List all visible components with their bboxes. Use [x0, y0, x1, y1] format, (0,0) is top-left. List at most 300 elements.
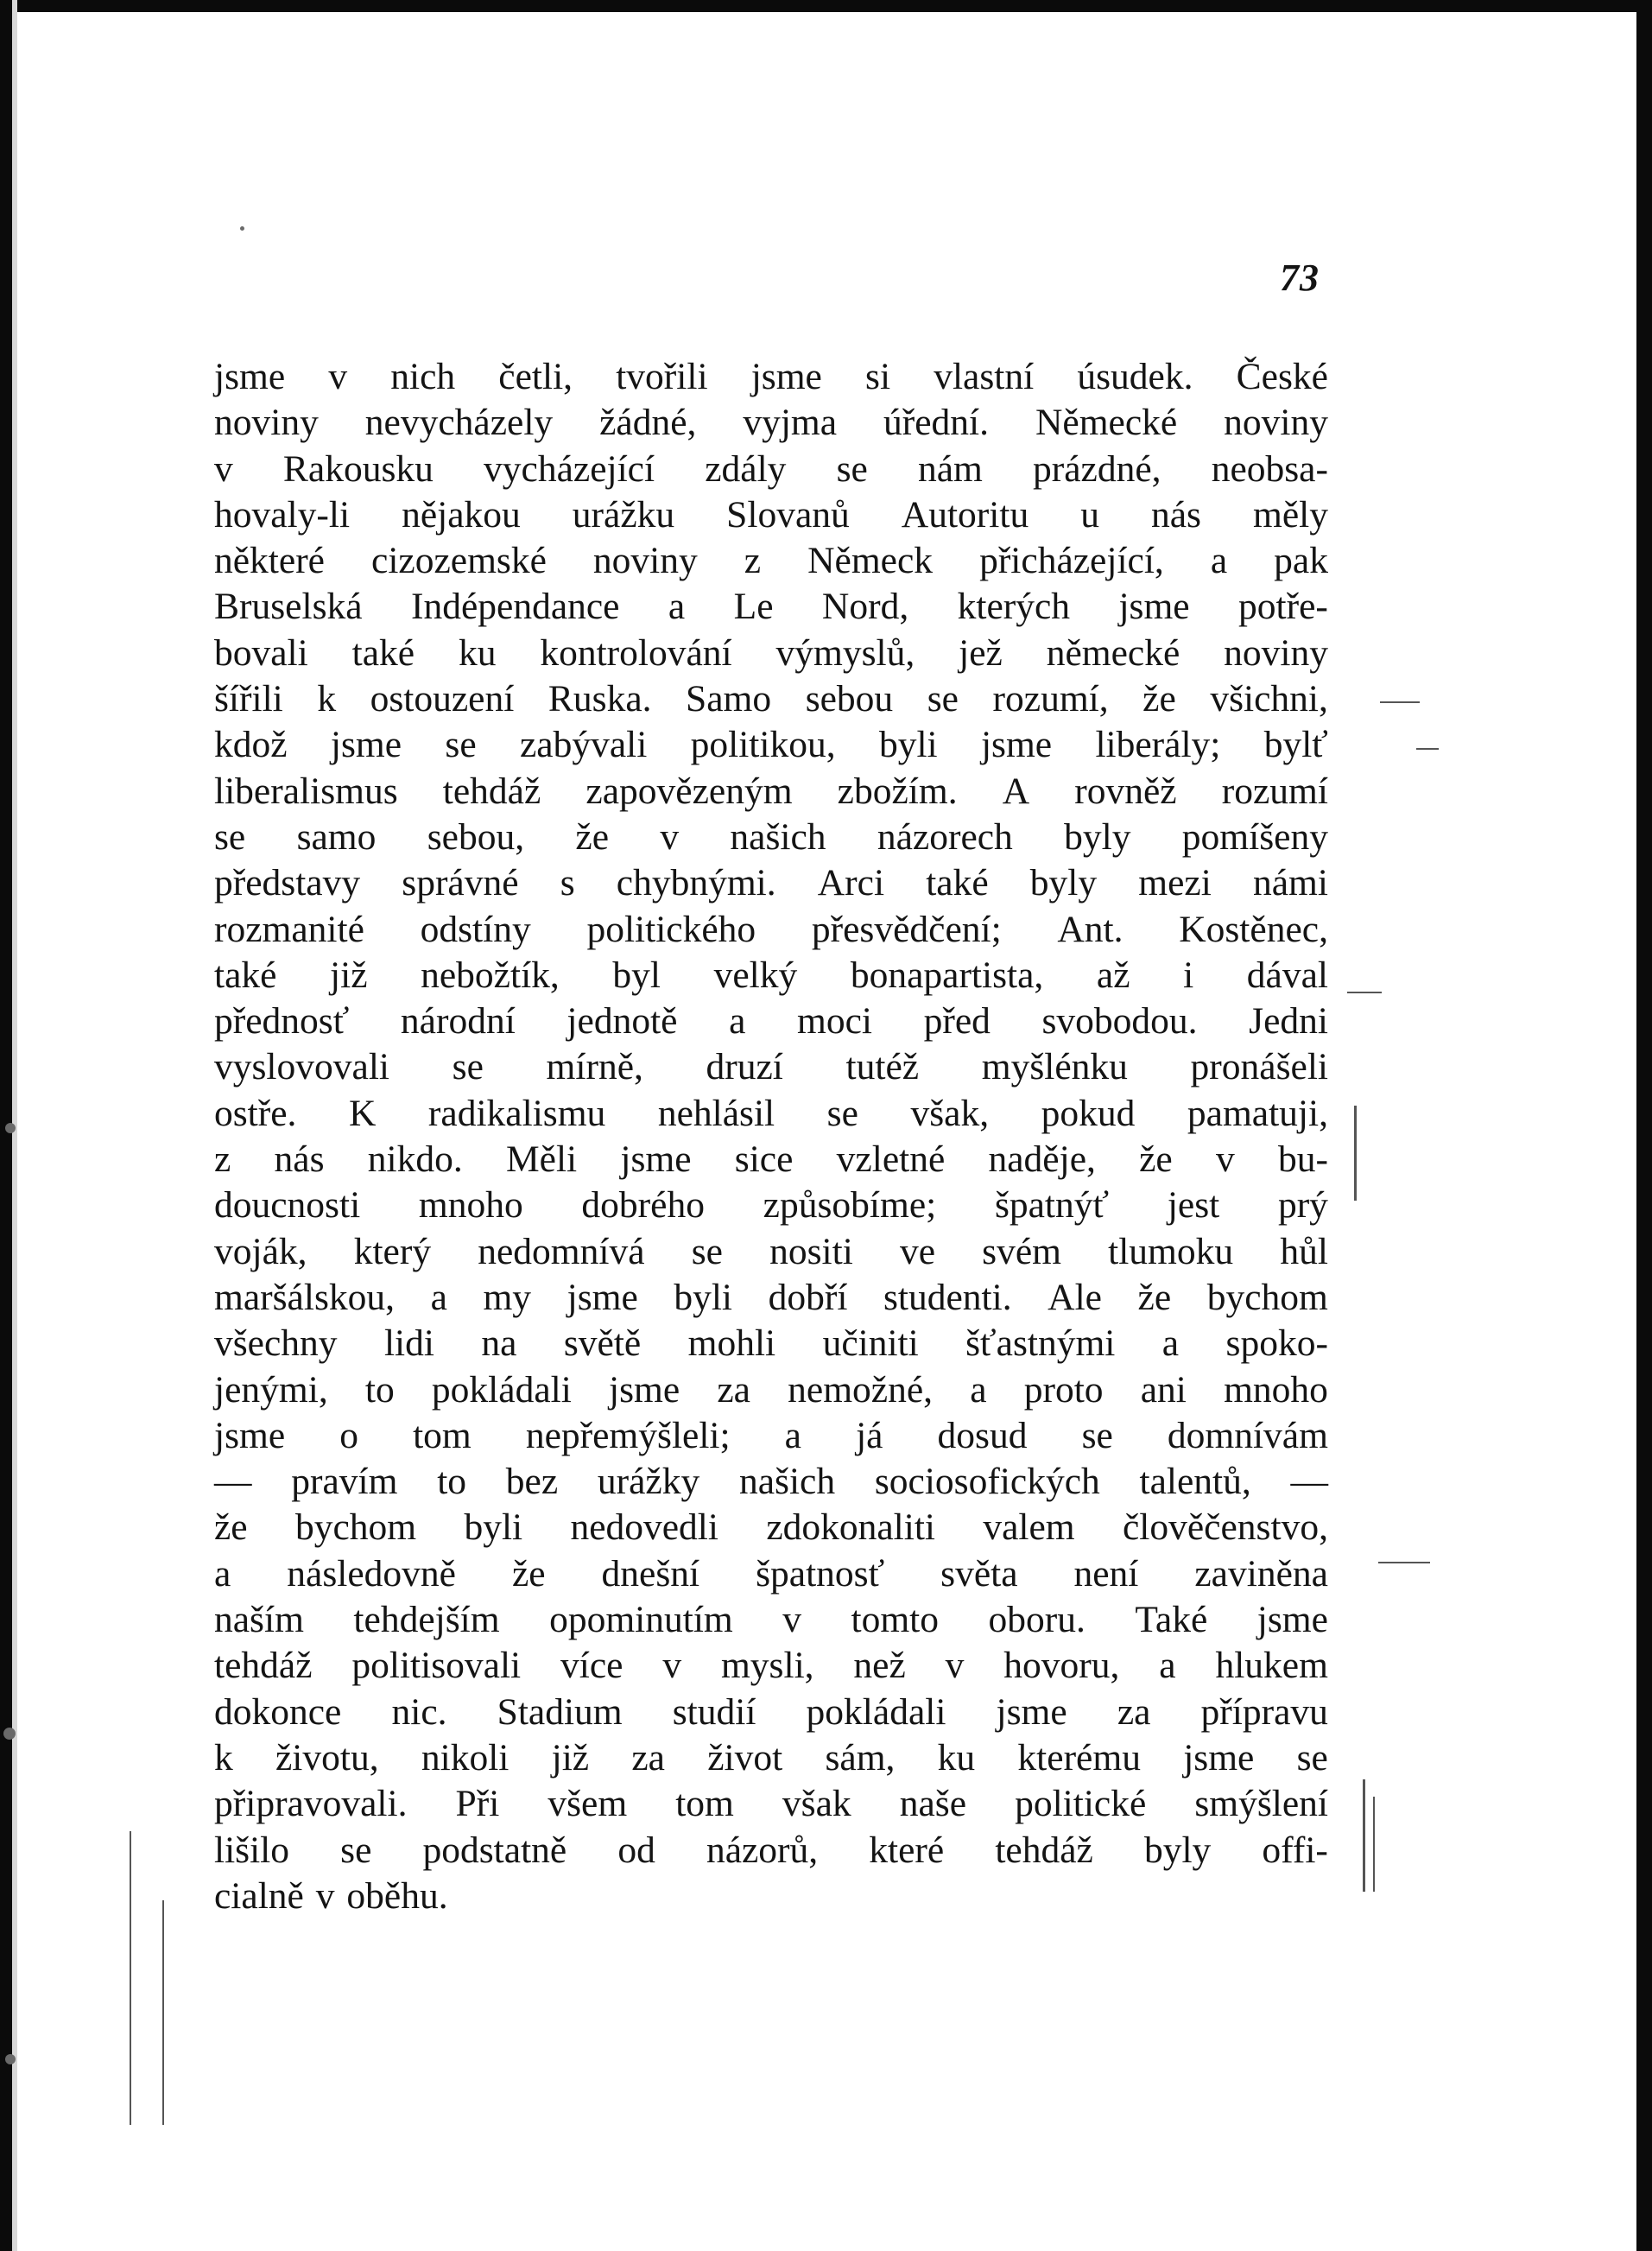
word: mnoho [1224, 1368, 1328, 1411]
word: a [1159, 1645, 1176, 1687]
word: se [927, 678, 959, 720]
word: již [330, 954, 368, 996]
word: vzletné [836, 1138, 946, 1181]
word: že [214, 1506, 248, 1549]
word: na [481, 1322, 517, 1365]
word: pokládali [431, 1368, 572, 1411]
text-line [214, 1781, 1328, 1827]
word: sebou, [427, 815, 525, 858]
word: Kostěnec, [1179, 908, 1328, 950]
word: správné [402, 862, 519, 904]
word: Le [733, 586, 774, 628]
word: jenými, [214, 1368, 328, 1411]
word: spoko- [1225, 1322, 1328, 1365]
word: dnešní [601, 1552, 700, 1595]
text-line [214, 447, 1328, 492]
word: jest [1167, 1184, 1220, 1227]
word: pronášeli [1190, 1046, 1328, 1088]
word: lidi [383, 1322, 434, 1365]
word: vlastní [934, 356, 1035, 397]
text-line [214, 400, 1328, 446]
word: našich [738, 1461, 836, 1503]
word: liberály; [1095, 724, 1221, 766]
word: lišilo [214, 1829, 290, 1871]
word: — [214, 1461, 252, 1503]
word: které [869, 1829, 945, 1871]
word: životu, [275, 1736, 379, 1779]
word: představy [214, 862, 361, 904]
word: až [1096, 954, 1130, 996]
scan-speck [3, 1728, 16, 1740]
word: nikoli [421, 1736, 510, 1779]
word: dosud [937, 1414, 1028, 1456]
word: všechny [214, 1322, 338, 1365]
word: nám [917, 447, 983, 490]
word: maršálskou, [214, 1276, 396, 1318]
word: byly [1029, 862, 1098, 904]
word: a [729, 1000, 746, 1043]
scan-artifact [1378, 1562, 1430, 1563]
text-line [214, 1367, 1328, 1413]
text-line [214, 1044, 1328, 1090]
text-line [214, 1091, 1328, 1137]
word: tomto [851, 1599, 940, 1641]
word: prázdné, [1033, 447, 1161, 490]
word: Ale [1048, 1276, 1102, 1318]
word: mírně, [546, 1046, 643, 1088]
text-line [214, 1690, 1328, 1735]
text-line [214, 631, 1328, 676]
text-line [214, 1275, 1328, 1321]
word: jsme [214, 1414, 286, 1456]
word: tom [675, 1783, 734, 1825]
word: před [923, 1000, 991, 1043]
word: přesvědčení; [811, 908, 1002, 950]
word: vycházející [484, 447, 655, 490]
word: bovali [214, 631, 308, 674]
scan-artifact [1373, 1797, 1375, 1892]
word: svobodou. [1041, 1000, 1198, 1043]
word: Nord, [821, 586, 909, 628]
word: a [784, 1414, 801, 1456]
word: byly [1064, 815, 1131, 858]
text-line [214, 1735, 1328, 1781]
word: že [511, 1552, 546, 1595]
word: nepřemýšleli; [525, 1414, 731, 1456]
word: nehlásil [657, 1092, 775, 1134]
word: člověčenstvo, [1122, 1506, 1328, 1549]
word: dobrého [581, 1184, 705, 1227]
word: chybnými. [616, 862, 776, 904]
text-line [214, 492, 1328, 538]
word: noviny [214, 402, 319, 444]
word: v [660, 815, 680, 858]
word: již [551, 1736, 590, 1779]
text-line [214, 538, 1328, 584]
text-line [214, 722, 1328, 768]
word: a [214, 1552, 231, 1595]
word: radikalismu [427, 1092, 606, 1134]
word: sebou [805, 678, 894, 720]
word: to [437, 1461, 467, 1503]
word: politikou, [690, 724, 836, 766]
word: zaviněna [1194, 1552, 1328, 1595]
word: opominutím [549, 1599, 733, 1641]
text-line [214, 860, 1328, 906]
word: za [631, 1736, 665, 1779]
scan-artifact [1363, 1779, 1365, 1892]
word: všichni, [1210, 678, 1328, 720]
word: úřední. [883, 402, 990, 444]
word: že [575, 815, 610, 858]
word: se [340, 1829, 372, 1871]
scan-artifact [1354, 1106, 1357, 1201]
word: se [1081, 1414, 1113, 1456]
word: bez [505, 1461, 559, 1503]
word: Ruska. [548, 678, 652, 720]
word: přednosť [214, 1000, 350, 1043]
word: s [560, 862, 575, 904]
word: že [1139, 1138, 1173, 1181]
word: nemožné, [788, 1368, 934, 1411]
word: Také [1135, 1599, 1208, 1641]
word: mohli [687, 1322, 776, 1365]
word: z [744, 540, 762, 582]
word: proto [1023, 1368, 1104, 1411]
word: světě [563, 1322, 642, 1365]
word: Měli [505, 1138, 578, 1181]
word: nás [1150, 493, 1201, 536]
word: se [836, 447, 868, 490]
word: že [1137, 1276, 1172, 1318]
word: jsme [566, 1276, 638, 1318]
word: v [945, 1645, 965, 1687]
text-line [214, 1597, 1328, 1643]
word: nějakou [402, 493, 521, 536]
word: se [445, 724, 477, 766]
word: Slovanů [726, 493, 850, 536]
word: než [853, 1645, 906, 1687]
word: také [926, 862, 989, 904]
text-line [214, 1321, 1328, 1366]
word: moci [797, 1000, 872, 1043]
word: sám, [825, 1736, 896, 1779]
word: liberalismus [214, 770, 398, 812]
word: byl [612, 954, 661, 996]
word: si [865, 356, 891, 397]
word: byly [1143, 1829, 1212, 1871]
text-line [214, 907, 1328, 953]
word: neobsa- [1211, 447, 1328, 490]
text-line [214, 769, 1328, 815]
scan-artifact [130, 1831, 131, 2125]
word: zdokonaliti [766, 1506, 936, 1549]
scan-artifact [162, 1900, 164, 2125]
word: hovaly-li [214, 493, 351, 536]
text-line [214, 999, 1328, 1044]
word: ostře. [214, 1092, 297, 1134]
text-line [214, 1229, 1328, 1275]
text-line [214, 1459, 1328, 1505]
text-line [214, 1137, 1328, 1183]
word: tehdáž [995, 1829, 1093, 1871]
word: valem [983, 1506, 1075, 1549]
word: cizozemské [371, 540, 547, 582]
word: talentů, [1139, 1461, 1251, 1503]
word: ostouzení [370, 678, 515, 720]
word: Indépendance [410, 586, 620, 628]
word: nedomnívá [478, 1230, 645, 1272]
word: za [1117, 1690, 1151, 1733]
word: nositi [769, 1230, 853, 1272]
word: výmyslů, [775, 631, 915, 674]
word: ku [937, 1736, 976, 1779]
word: jež [959, 631, 1003, 674]
word: urážky [597, 1461, 700, 1503]
word: Německé [1035, 402, 1178, 444]
word: Arci [817, 862, 885, 904]
word: se [826, 1092, 858, 1134]
word: svém [982, 1230, 1061, 1272]
word: jsme [608, 1368, 680, 1411]
word: připravovali. [214, 1783, 408, 1825]
word: a [1161, 1322, 1180, 1365]
word: Při [455, 1783, 500, 1825]
word: offi- [1262, 1829, 1328, 1871]
word: Bruselská [214, 586, 363, 628]
scan-border-top [0, 0, 1652, 12]
word: a [668, 586, 686, 628]
word: oboru. [988, 1599, 1086, 1641]
word: způsobíme; [763, 1184, 937, 1227]
scan-border-right [1636, 0, 1652, 2251]
word: prý [1277, 1184, 1328, 1227]
word: vyslovovali [214, 1046, 389, 1088]
word: za [717, 1368, 750, 1411]
text-line [214, 584, 1328, 630]
word: kterých [957, 586, 1071, 628]
word: to [364, 1368, 395, 1411]
word: k [317, 678, 337, 720]
word: jsme [980, 724, 1053, 766]
word: vyjma [743, 402, 838, 444]
word: pomíšeny [1181, 815, 1328, 858]
word: bylť [1263, 724, 1328, 766]
word: kontrolování [540, 631, 732, 674]
word: tehdáž [214, 1645, 313, 1687]
word: já [856, 1414, 883, 1456]
word: v [662, 1645, 682, 1687]
text-line [214, 354, 1328, 400]
word: dokonce [214, 1690, 342, 1733]
word: bychom [294, 1506, 417, 1549]
word: názorů, [706, 1829, 819, 1871]
word: voják, [214, 1230, 307, 1272]
word: o [339, 1414, 358, 1456]
scan-artifact [1347, 992, 1382, 993]
word: však [782, 1783, 851, 1825]
word: hlukem [1215, 1645, 1328, 1687]
word: tehdáž [442, 770, 541, 812]
text-line [214, 815, 1328, 860]
word: velký [713, 954, 798, 996]
word: doucnosti [214, 1184, 361, 1227]
word: nebožtík, [421, 954, 560, 996]
word: našich [730, 815, 826, 858]
word: noviny [1224, 631, 1328, 674]
word: Rakousku [282, 447, 434, 490]
word: v [1215, 1138, 1235, 1181]
word: druzí [706, 1046, 783, 1088]
text-line [214, 1183, 1328, 1228]
word: jsme [620, 1138, 692, 1181]
text-line [214, 676, 1328, 722]
word: pokládali [806, 1690, 946, 1733]
word: také [214, 954, 277, 996]
word: také [351, 631, 415, 674]
word: A [1002, 770, 1030, 812]
word: naším [214, 1599, 304, 1641]
word: u [1080, 493, 1099, 536]
word: kterému [1017, 1736, 1141, 1779]
word: v [315, 1874, 335, 1917]
page-number: 73 [1280, 257, 1320, 299]
word: přípravu [1200, 1690, 1328, 1733]
text-line [214, 1874, 1328, 1919]
word: mnoho [418, 1184, 523, 1227]
word: politického [586, 908, 756, 950]
text-line [214, 1643, 1328, 1689]
word: život [707, 1736, 783, 1779]
word: zabývali [519, 724, 648, 766]
word: myšlénku [981, 1046, 1128, 1088]
word: byli [674, 1276, 733, 1318]
word: jsme [330, 724, 402, 766]
word: rozumí, [992, 678, 1109, 720]
word: hůl [1280, 1230, 1328, 1272]
text-line [214, 1551, 1328, 1597]
word: potře- [1238, 586, 1328, 628]
word: rovněž [1074, 770, 1177, 812]
word: politisovali [351, 1645, 522, 1687]
text-line [214, 1505, 1328, 1550]
word: učiniti [822, 1322, 919, 1365]
word: Stadium [497, 1690, 623, 1733]
word: podstatně [422, 1829, 567, 1871]
word: úsudek. [1077, 356, 1193, 397]
word: nevycházely [364, 402, 554, 444]
word: pamatuji, [1187, 1092, 1328, 1134]
word: špatnosť [756, 1552, 885, 1595]
scan-speck [5, 1123, 16, 1133]
word: ani [1140, 1368, 1187, 1411]
word: dobří [768, 1276, 848, 1318]
word: tutéž [845, 1046, 920, 1088]
text-line [214, 953, 1328, 999]
word: domnívám [1167, 1414, 1328, 1456]
word: bu- [1277, 1138, 1328, 1181]
word: tvořili [616, 356, 708, 397]
word: šířili [214, 678, 283, 720]
word: studenti. [883, 1276, 1012, 1318]
word: nedovedli [570, 1506, 718, 1549]
word: jsme [750, 356, 822, 397]
word: i [1183, 954, 1194, 996]
word: který [353, 1230, 432, 1272]
word: pravím [291, 1461, 398, 1503]
word: názorech [877, 815, 1013, 858]
word: zdály [705, 447, 787, 490]
text-line [214, 1828, 1328, 1874]
word: a [1210, 540, 1228, 582]
word: žádné, [599, 402, 697, 444]
scan-artifact [1416, 748, 1439, 750]
word: v [782, 1599, 801, 1641]
word: šťastnými [965, 1322, 1116, 1365]
word: více [560, 1645, 623, 1687]
word: politické [1015, 1783, 1147, 1825]
word: se [214, 815, 246, 858]
word: tlumoku [1108, 1230, 1234, 1272]
word: České [1236, 356, 1328, 397]
word: Autoritu [901, 493, 1029, 536]
word: se [1296, 1736, 1328, 1779]
word: oběhu. [346, 1874, 448, 1917]
word: smýšlení [1194, 1783, 1328, 1825]
word: Samo [686, 678, 772, 720]
word: pak [1274, 540, 1328, 582]
word: cialně [214, 1874, 304, 1917]
word: jsme [996, 1690, 1067, 1733]
word: od [617, 1829, 655, 1871]
word: rozmanité [214, 908, 364, 950]
word: světa [940, 1552, 1018, 1595]
word: urážku [572, 493, 675, 536]
word: se [452, 1046, 484, 1088]
word: mezi [1138, 862, 1212, 904]
word: bonapartista, [850, 954, 1044, 996]
word: nikdo. [367, 1138, 463, 1181]
scan-artifact [1380, 701, 1420, 703]
word: tom [413, 1414, 472, 1456]
word: nich [390, 356, 456, 397]
word: a [970, 1368, 987, 1411]
word: jednotě [566, 1000, 678, 1043]
word: národní [400, 1000, 516, 1043]
word: K [348, 1092, 377, 1134]
word: jsme [1183, 1736, 1255, 1779]
word: byli [464, 1506, 523, 1549]
word: kdož [214, 724, 288, 766]
word: námi [1252, 862, 1328, 904]
word: naděje, [988, 1138, 1096, 1181]
word: mysli, [720, 1645, 814, 1687]
word: bychom [1206, 1276, 1328, 1318]
word: rozumí [1221, 770, 1328, 812]
word: Ant. [1057, 908, 1123, 950]
word: všem [548, 1783, 628, 1825]
word: — [1290, 1461, 1328, 1503]
word: odstíny [420, 908, 531, 950]
body-text [214, 354, 1328, 1919]
word: z [214, 1138, 231, 1181]
word: některé [214, 540, 325, 582]
word: hovoru, [1003, 1645, 1120, 1687]
word: ve [899, 1230, 935, 1272]
word: se [691, 1230, 723, 1272]
scan-speck [5, 2054, 16, 2064]
word: dával [1246, 954, 1328, 996]
